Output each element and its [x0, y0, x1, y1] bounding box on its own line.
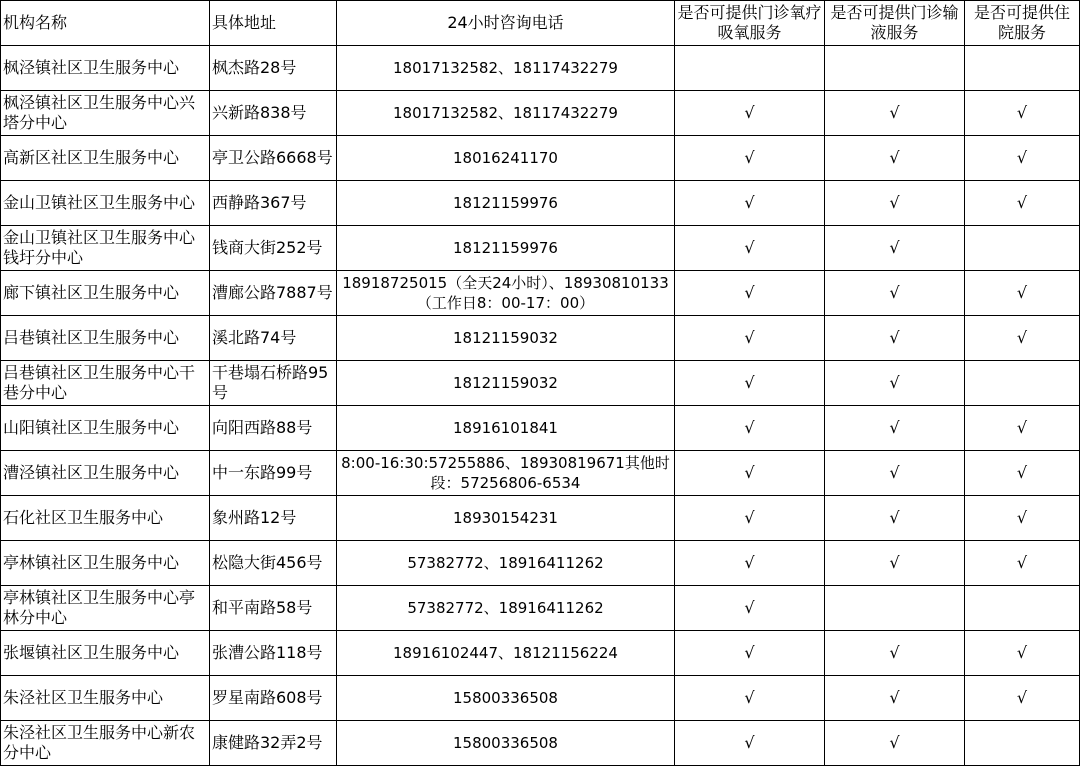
cell-infusion-flag: √	[825, 631, 965, 676]
table-row	[1, 226, 1080, 271]
cell-address: 康健路32弄2号	[210, 721, 337, 766]
cell-inpatient-flag	[965, 226, 1080, 271]
cell-phone: 18017132582、18117432279	[337, 91, 675, 136]
cell-name: 高新区社区卫生服务中心	[1, 136, 210, 181]
cell-infusion-flag: √	[825, 721, 965, 766]
cell-oxygen-flag: √	[675, 271, 825, 316]
cell-inpatient-flag: √	[965, 496, 1080, 541]
cell-name: 廊下镇社区卫生服务中心	[1, 271, 210, 316]
cell-name: 枫泾镇社区卫生服务中心兴塔分中心	[1, 91, 210, 136]
cell-infusion-flag: √	[825, 361, 965, 406]
cell-oxygen-flag: √	[675, 676, 825, 721]
table-row	[1, 406, 1080, 451]
cell-name: 亭林镇社区卫生服务中心	[1, 541, 210, 586]
cell-address: 兴新路838号	[210, 91, 337, 136]
cell-name: 金山卫镇社区卫生服务中心钱圩分中心	[1, 226, 210, 271]
cell-name: 枫泾镇社区卫生服务中心	[1, 46, 210, 91]
table-row	[1, 541, 1080, 586]
cell-oxygen-flag: √	[675, 631, 825, 676]
cell-phone: 8:00-16:30:57255886、18930819671其他时段：57256806-6534	[337, 451, 675, 496]
cell-inpatient-flag: √	[965, 406, 1080, 451]
cell-infusion-flag: √	[825, 406, 965, 451]
cell-phone: 18121159976	[337, 181, 675, 226]
header-phone: 24小时咨询电话	[337, 1, 675, 46]
cell-inpatient-flag: √	[965, 676, 1080, 721]
cell-address: 向阳西路88号	[210, 406, 337, 451]
table-row	[1, 361, 1080, 406]
cell-inpatient-flag: √	[965, 451, 1080, 496]
cell-name: 石化社区卫生服务中心	[1, 496, 210, 541]
cell-phone: 57382772、18916411262	[337, 586, 675, 631]
cell-oxygen-flag: √	[675, 541, 825, 586]
table-row	[1, 586, 1080, 631]
cell-name: 山阳镇社区卫生服务中心	[1, 406, 210, 451]
cell-address: 枫杰路28号	[210, 46, 337, 91]
cell-address: 象州路12号	[210, 496, 337, 541]
header-infusion: 是否可提供门诊输液服务	[825, 1, 965, 46]
cell-phone: 18017132582、18117432279	[337, 46, 675, 91]
cell-address: 亭卫公路6668号	[210, 136, 337, 181]
cell-name: 金山卫镇社区卫生服务中心	[1, 181, 210, 226]
cell-infusion-flag: √	[825, 91, 965, 136]
cell-inpatient-flag: √	[965, 136, 1080, 181]
table-row	[1, 181, 1080, 226]
cell-oxygen-flag: √	[675, 226, 825, 271]
table-body	[1, 46, 1080, 766]
cell-infusion-flag: √	[825, 136, 965, 181]
header-inpatient: 是否可提供住院服务	[965, 1, 1080, 46]
cell-oxygen-flag: √	[675, 181, 825, 226]
cell-phone: 18930154231	[337, 496, 675, 541]
cell-inpatient-flag	[965, 46, 1080, 91]
cell-phone: 18918725015（全天24小时）、18930810133（工作日8：00-17：00）	[337, 271, 675, 316]
cell-inpatient-flag: √	[965, 541, 1080, 586]
cell-oxygen-flag: √	[675, 91, 825, 136]
cell-phone: 18916102447、18121156224	[337, 631, 675, 676]
cell-name: 张堰镇社区卫生服务中心	[1, 631, 210, 676]
cell-address: 溪北路74号	[210, 316, 337, 361]
cell-phone: 18016241170	[337, 136, 675, 181]
cell-address: 张漕公路118号	[210, 631, 337, 676]
header-address: 具体地址	[210, 1, 337, 46]
table-row	[1, 271, 1080, 316]
cell-phone: 18121159032	[337, 316, 675, 361]
cell-infusion-flag: √	[825, 451, 965, 496]
cell-oxygen-flag	[675, 46, 825, 91]
cell-infusion-flag: √	[825, 541, 965, 586]
cell-infusion-flag: √	[825, 226, 965, 271]
cell-name: 漕泾镇社区卫生服务中心	[1, 451, 210, 496]
cell-address: 钱商大街252号	[210, 226, 337, 271]
cell-oxygen-flag: √	[675, 586, 825, 631]
cell-address: 漕廊公路7887号	[210, 271, 337, 316]
cell-address: 罗星南路608号	[210, 676, 337, 721]
cell-phone: 15800336508	[337, 676, 675, 721]
cell-infusion-flag: √	[825, 676, 965, 721]
cell-infusion-flag: √	[825, 316, 965, 361]
table-row	[1, 46, 1080, 91]
header-name: 机构名称	[1, 1, 210, 46]
cell-name: 朱泾社区卫生服务中心	[1, 676, 210, 721]
header-oxygen: 是否可提供门诊氧疗吸氧服务	[675, 1, 825, 46]
cell-oxygen-flag: √	[675, 721, 825, 766]
cell-oxygen-flag: √	[675, 451, 825, 496]
cell-inpatient-flag	[965, 586, 1080, 631]
cell-address: 和平南路58号	[210, 586, 337, 631]
cell-infusion-flag	[825, 46, 965, 91]
cell-name: 吕巷镇社区卫生服务中心	[1, 316, 210, 361]
cell-address: 干巷塌石桥路95号	[210, 361, 337, 406]
table-row	[1, 91, 1080, 136]
cell-phone: 18121159976	[337, 226, 675, 271]
table-row	[1, 721, 1080, 766]
cell-phone: 15800336508	[337, 721, 675, 766]
cell-oxygen-flag: √	[675, 316, 825, 361]
cell-phone: 18916101841	[337, 406, 675, 451]
cell-oxygen-flag: √	[675, 406, 825, 451]
table-row	[1, 631, 1080, 676]
cell-address: 西静路367号	[210, 181, 337, 226]
table-row	[1, 136, 1080, 181]
cell-inpatient-flag: √	[965, 271, 1080, 316]
cell-name: 吕巷镇社区卫生服务中心干巷分中心	[1, 361, 210, 406]
cell-name: 亭林镇社区卫生服务中心亭林分中心	[1, 586, 210, 631]
cell-inpatient-flag: √	[965, 181, 1080, 226]
table-row	[1, 676, 1080, 721]
cell-infusion-flag	[825, 586, 965, 631]
cell-address: 松隐大街456号	[210, 541, 337, 586]
cell-oxygen-flag: √	[675, 496, 825, 541]
cell-inpatient-flag	[965, 361, 1080, 406]
table-row	[1, 451, 1080, 496]
cell-infusion-flag: √	[825, 496, 965, 541]
cell-oxygen-flag: √	[675, 361, 825, 406]
cell-infusion-flag: √	[825, 181, 965, 226]
cell-inpatient-flag: √	[965, 631, 1080, 676]
cell-inpatient-flag: √	[965, 91, 1080, 136]
cell-inpatient-flag: √	[965, 316, 1080, 361]
cell-name: 朱泾社区卫生服务中心新农分中心	[1, 721, 210, 766]
cell-address: 中一东路99号	[210, 451, 337, 496]
header-row	[1, 1, 1080, 46]
cell-phone: 57382772、18916411262	[337, 541, 675, 586]
table-row	[1, 496, 1080, 541]
cell-inpatient-flag	[965, 721, 1080, 766]
cell-oxygen-flag: √	[675, 136, 825, 181]
cell-phone: 18121159032	[337, 361, 675, 406]
table-row	[1, 316, 1080, 361]
cell-infusion-flag: √	[825, 271, 965, 316]
